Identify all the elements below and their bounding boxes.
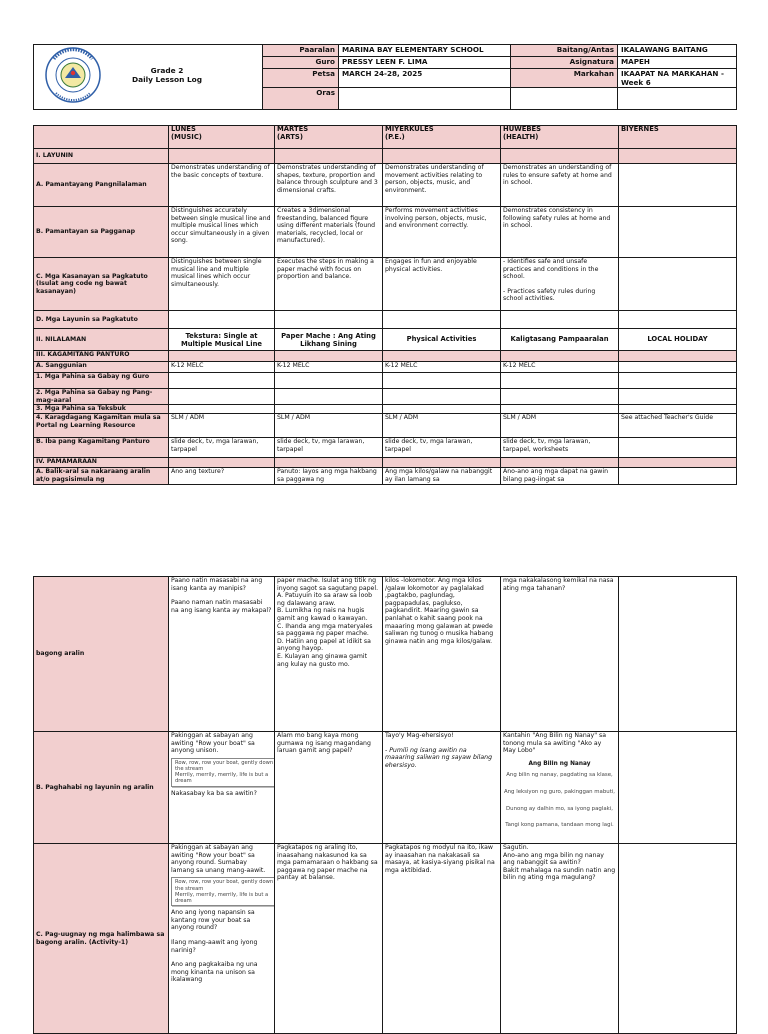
day-friday: BIYERNES bbox=[619, 126, 737, 149]
nilalaman-mon: Tekstura: Single at Multiple Musical Line bbox=[169, 329, 275, 351]
row-label-layunin-sa-pagkatuto: D. Mga Layunin sa Pagkatuto bbox=[34, 311, 169, 329]
day-monday: LUNES (MUSIC) bbox=[169, 126, 275, 149]
cell-bagong-fri bbox=[619, 577, 737, 732]
cell-bagong-thu: mga nakakalasong kemikal na nasa ating mga tahanan? bbox=[501, 577, 619, 732]
day-thursday: HUWEBES (HEALTH) bbox=[501, 126, 619, 149]
logo-cell bbox=[34, 45, 263, 110]
row-label-iba-pang-kagamitan: B. Iba pang Kagamitang Panturo bbox=[34, 438, 169, 458]
cell-pag-uugnay-mon: Pakinggan at sabayan ang awiting "Row your boat" sa anyong round. Sumabay lamang sa unang mang-aawit. Row, row, row your boat, gently down the stream Merrily, merrily, merrily, life is but a dream Ano ang iyong napansin sa kantang row your boat sa anyong round? Ilang mang-aawit ang iyong narinig? Ano ang pagkakaiba ng una mong kinanta na unison sa ikalawang bbox=[169, 844, 275, 1034]
time-label: Oras bbox=[263, 88, 339, 110]
row-label-gabay-mag-aaral: 2. Mga Pahina sa Gabay ng Pang-mag-aaral bbox=[34, 389, 169, 405]
row-label-balik-aral: A. Balik-aral sa nakaraang aralin at/o pagsisimula ng bbox=[34, 468, 169, 485]
lesson-log-table bbox=[33, 125, 737, 485]
cell-b-thu: Demonstrates consistency in following safety rules at home and in school. bbox=[501, 207, 619, 258]
cell-b-wed: Performs movement activities involving person, objects, music, and environment correctly. bbox=[383, 207, 501, 258]
cell-pag-uugnay-wed: Pagkatapos ng modyul na ito, ikaw ay inaasahan na nakakasali sa masaya, at kasiya-siyang pisikal na mga aktibidad. bbox=[383, 844, 501, 1034]
teacher-label: Guro bbox=[263, 57, 339, 69]
subject-label: Asignatura bbox=[511, 57, 618, 69]
cell-paghahabi-wed: Tayo'y Mag-ehersisyo! - Pumili ng isang awitin na maaaring saliwan ng sayaw bilang ehersisyo. bbox=[383, 732, 501, 844]
deped-seal-icon bbox=[42, 46, 104, 104]
cell-pag-uugnay-fri bbox=[619, 844, 737, 1034]
quarter-value: IKAAPAT NA MARKAHAN - Week 6 bbox=[618, 69, 737, 88]
bilin-song-image: Ang Bilin ng Nanay Ang bilin ng nanay, pagdating sa klase, Ang leksiyon ng guro, pakinggan mabuti, Dunong ay dalhin mo, sa iyong paglaki, Tangi kong pamana, tandaan mong lagi. bbox=[503, 760, 616, 829]
cell-pag-uugnay-thu: Sagutin. Ano-ano ang mga bilin ng nanay ang nabanggit sa awitin? Bakit mahalaga na sundin natin ang bilin ng ating mga magulang? bbox=[501, 844, 619, 1034]
time-value bbox=[339, 88, 511, 110]
cell-iba-mon: slide deck, tv, mga larawan, tarpapel bbox=[169, 438, 275, 458]
teacher-value: PRESSY LEEN F. LIMA bbox=[339, 57, 511, 69]
cell-pag-uugnay-tue: Pagkatapos ng araling ito, inaasahang nakasunod ka sa mga pamamaraan o hakbang sa paggawa ng paper mache na pantay at balanse. bbox=[275, 844, 383, 1034]
cell-balik-tue: Panuto: Iayos ang mga hakbang sa paggawa ng bbox=[275, 468, 383, 485]
row-label-karagdagang-kagamitan: 4. Karagdagang Kagamitan mula sa Portal ng Learning Resource bbox=[34, 414, 169, 438]
cell-iba-tue: slide deck, tv, mga larawan, tarpapel bbox=[275, 438, 383, 458]
cell-a-thu: Demonstrates an understanding of rules to ensure safety at home and in school. bbox=[501, 164, 619, 207]
song-lyrics-image: Row, row, row your boat, gently down the stream Merrily, merrily, merrily, life is but a dream bbox=[171, 877, 275, 906]
cell-c-mon: Distinguishes between single musical line and multiple musical lines which occur simultaneously. bbox=[169, 258, 275, 311]
school-value: MARINA BAY ELEMENTARY SCHOOL bbox=[339, 45, 511, 57]
cell-paghahabi-fri bbox=[619, 732, 737, 844]
subject-value: MAPEH bbox=[618, 57, 737, 69]
cell-a-tue: Demonstrates understanding of shapes, texture, proportion and balance through sculpture and 3 dimensional crafts. bbox=[275, 164, 383, 207]
cell-lr-mon: SLM / ADM bbox=[169, 414, 275, 438]
cell-iba-wed: slide deck, tv, mga larawan, tarpapel bbox=[383, 438, 501, 458]
cell-sanggunian-wed: K-12 MELC bbox=[383, 362, 501, 373]
nilalaman-fri: LOCAL HOLIDAY bbox=[619, 329, 737, 351]
cell-sanggunian-mon: K-12 MELC bbox=[169, 362, 275, 373]
cell-lr-fri: See attached Teacher's Guide bbox=[619, 414, 737, 438]
school-label: Paaralan bbox=[263, 45, 339, 57]
cell-lr-wed: SLM / ADM bbox=[383, 414, 501, 438]
cell-b-fri bbox=[619, 207, 737, 258]
cell-b-tue: Creates a 3dimensional freestanding, balanced figure using different materials (found materials, recycled, local or manufactured). bbox=[275, 207, 383, 258]
song-lyrics-image: Row, row, row your boat, gently down the stream Merrily, merrily, merrily, life is but a dream bbox=[171, 758, 275, 787]
cell-paghahabi-tue: Alam mo bang kaya mong gumawa ng isang magandang laruan gamit ang papel? bbox=[275, 732, 383, 844]
cell-lr-thu: SLM / ADM bbox=[501, 414, 619, 438]
cell-bagong-wed: kilos -lokomotor. Ang mga kilos /galaw lokomotor ay paglalakad ,pagtakbo, paglundag, pagpapadulas, paglukso, pagkandirit. Maaring gawin sa panlahat o kahit saang pook na maaaring mong galawan at pwede saliwan ng tunog o musika habang ginawa natin ang mga kilos/galaw. bbox=[383, 577, 501, 732]
date-label: Petsa bbox=[263, 69, 339, 88]
row-label-pamantayang-pangnilalaman: A. Pamantayang Pangnilalaman bbox=[34, 164, 169, 207]
cell-paghahabi-mon: Pakinggan at sabayan ang awiting "Row your boat" sa anyong unison. Row, row, row your boat, gently down the stream Merrily, merrily, merrily, life is but a dream Nakasabay ka ba sa awitin? bbox=[169, 732, 275, 844]
nilalaman-thu: Kaligtasang Pampaaralan bbox=[501, 329, 619, 351]
date-value: MARCH 24-28, 2025 bbox=[339, 69, 511, 88]
cell-iba-thu: slide deck, tv, mga larawan, tarpapel, worksheets bbox=[501, 438, 619, 458]
empty-cell bbox=[511, 88, 618, 110]
section-layunin: I. LAYUNIN bbox=[34, 149, 169, 164]
cell-balik-thu: Ano-ano ang mga dapat na gawin bilang pag-iingat sa bbox=[501, 468, 619, 485]
section-kagamitan: III. KAGAMITANG PANTURO bbox=[34, 351, 169, 362]
row-label-teksbuk: 3. Mga Pahina sa Teksbuk bbox=[34, 405, 169, 414]
cell-bagong-tue: paper mache. Isulat ang titik ng inyong sagot sa sagutang papel. A. Patuyuin ito sa araw sa loob ng dalawang araw. B. Lumikha ng nais na hugis gamit ang kawad o kawayan. C. Ihanda ang mga materyales sa paggawa ng paper mache. D. Hatiin ang papel at idikit sa anyong hayop. E. Kulayan ang ginawa gamit ang kulay na gusto mo. bbox=[275, 577, 383, 732]
lesson-log-table-continued bbox=[33, 576, 737, 1034]
header-table bbox=[33, 44, 737, 110]
cell-sanggunian-tue: K-12 MELC bbox=[275, 362, 383, 373]
row-label-sanggunian: A. Sanggunian bbox=[34, 362, 169, 373]
doc-title-grade: Grade 2 bbox=[150, 66, 184, 75]
section-pamamaraan: IV. PAMAMARAAN bbox=[34, 458, 169, 468]
cell-paghahabi-thu: Kantahin "Ang Bilin ng Nanay" sa tonong mula sa awiting "Ako ay May Lobo" Ang Bilin ng Nanay Ang bilin ng nanay, pagdating sa klase, Ang leksiyon ng guro, pakinggan mabuti, Dunong ay dalhin mo, sa iyong paglaki, Tangi kong pamana, tandaan mong lagi. bbox=[501, 732, 619, 844]
cell-c-thu: - Identifies safe and unsafe practices and conditions in the school. - Practices safety rules during school activities. bbox=[501, 258, 619, 311]
cell-sanggunian-thu: K-12 MELC bbox=[501, 362, 619, 373]
cell-b-mon: Distinguishes accurately between single musical line and multiple musical lines which occur simultaneously in a given song. bbox=[169, 207, 275, 258]
row-label-bagong-aralin: bagong aralin bbox=[34, 577, 169, 732]
day-wednesday: MIYERKULES (P.E.) bbox=[383, 126, 501, 149]
quarter-label: Markahan bbox=[511, 69, 618, 88]
cell-lr-tue: SLM / ADM bbox=[275, 414, 383, 438]
nilalaman-wed: Physical Activities bbox=[383, 329, 501, 351]
row-label-paghahabi: B. Paghahabi ng layunin ng aralin bbox=[34, 732, 169, 844]
cell-bagong-mon: Paano natin masasabi na ang isang kanta ay manipis? Paano naman natin masasabi na ang isang kanta ay makapal? bbox=[169, 577, 275, 732]
section-nilalaman: II. NILALAMAN bbox=[34, 329, 169, 351]
nilalaman-tue: Paper Mache : Ang Ating Likhang Sining bbox=[275, 329, 383, 351]
cell-balik-wed: Ang mga kilos/galaw na nabanggit ay ilan lamang sa bbox=[383, 468, 501, 485]
row-label-pag-uugnay: C. Pag-uugnay ng mga halimbawa sa bagong aralin. (Activity-1) bbox=[34, 844, 169, 1034]
cell-a-fri bbox=[619, 164, 737, 207]
day-tuesday: MARTES (ARTS) bbox=[275, 126, 383, 149]
empty-cell bbox=[618, 88, 737, 110]
cell-c-wed: Engages in fun and enjoyable physical activities. bbox=[383, 258, 501, 311]
row-label-pamantayan-sa-pagganap: B. Pamantayan sa Pagganap bbox=[34, 207, 169, 258]
corner-cell bbox=[34, 126, 169, 149]
cell-c-tue: Executes the steps in making a paper maché with focus on proportion and balance. bbox=[275, 258, 383, 311]
cell-c-fri bbox=[619, 258, 737, 311]
cell-a-mon: Demonstrates understanding of the basic concepts of texture. bbox=[169, 164, 275, 207]
cell-a-wed: Demonstrates understanding of movement activities relating to person, objects, music, and environment. bbox=[383, 164, 501, 207]
row-label-gabay-guro: 1. Mga Pahina sa Gabay ng Guro bbox=[34, 373, 169, 389]
grade-label: Baitang/Antas bbox=[511, 45, 618, 57]
doc-title-dll: Daily Lesson Log bbox=[131, 75, 203, 84]
cell-balik-mon: Ano ang texture? bbox=[169, 468, 275, 485]
row-label-kasanayan: C. Mga Kasanayan sa Pagkatuto (Isulat ang code ng bawat kasanayan) bbox=[34, 258, 169, 311]
grade-value: IKALAWANG BAITANG bbox=[618, 45, 737, 57]
